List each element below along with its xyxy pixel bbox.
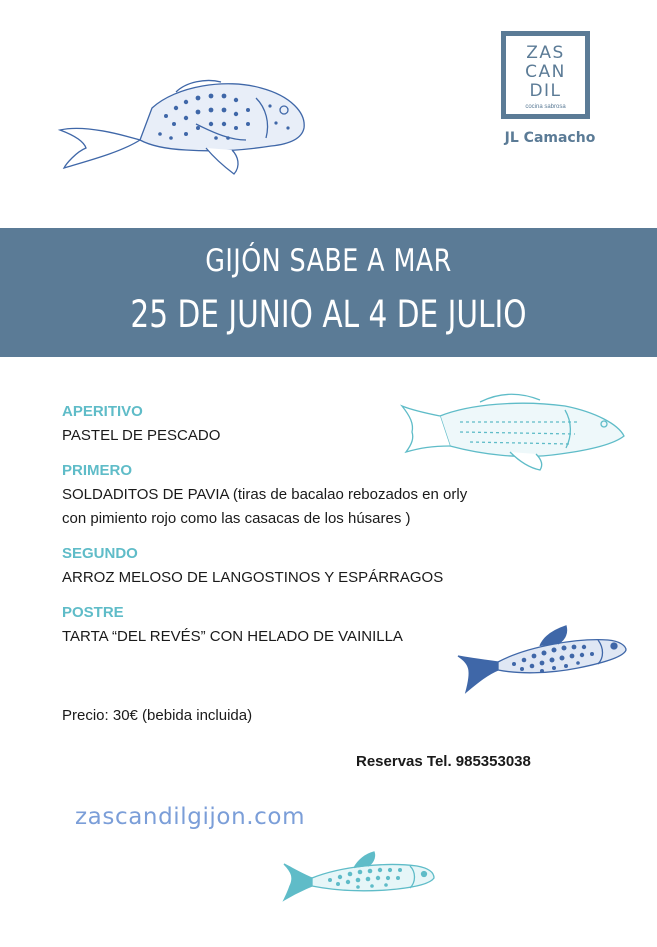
course-title: APERITIVO: [62, 403, 143, 420]
event-title: GIJÓN SABE A MAR: [205, 243, 452, 279]
sea-bream-fish-icon: [56, 78, 308, 178]
menu: [62, 400, 502, 660]
website-link[interactable]: zascandilgijon.com: [75, 804, 306, 830]
logo-tagline: cocina sabrosa: [525, 104, 566, 110]
course-dish: SOLDADITOS DE PAVIA (tiras de bacalao rebozados en orly con pimiento rojo como las casacas de los húsares ): [62, 486, 468, 527]
teal-sardine-icon: [282, 852, 436, 904]
menu-section: [62, 542, 502, 590]
menu-section: [62, 601, 502, 649]
logo-word-1: ZAS: [526, 43, 565, 63]
menu-section: [62, 459, 502, 531]
logo: [501, 31, 590, 119]
reservations-phone: Reservas Tel. 985353038: [356, 753, 531, 770]
chef-name: JL Camacho: [504, 130, 596, 146]
menu-price: Precio: 30€ (bebida incluida): [62, 707, 253, 724]
course-title: SEGUNDO: [62, 545, 138, 562]
event-dates: 25 DE JUNIO AL 4 DE JULIO: [130, 293, 527, 336]
menu-section: [62, 400, 502, 448]
course-dish: ARROZ MELOSO DE LANGOSTINOS Y ESPÁRRAGOS: [62, 569, 444, 586]
logo-word-2: CAN: [525, 62, 566, 82]
course-dish: PASTEL DE PESCADO: [62, 427, 221, 444]
blue-sardine-icon: [458, 626, 628, 694]
course-title: POSTRE: [62, 604, 124, 621]
course-dish: TARTA “DEL REVÉS” CON HELADO DE VAINILLA: [62, 628, 403, 645]
event-banner: [0, 228, 657, 357]
course-title: PRIMERO: [62, 462, 133, 479]
logo-word-3: DIL: [529, 81, 562, 101]
